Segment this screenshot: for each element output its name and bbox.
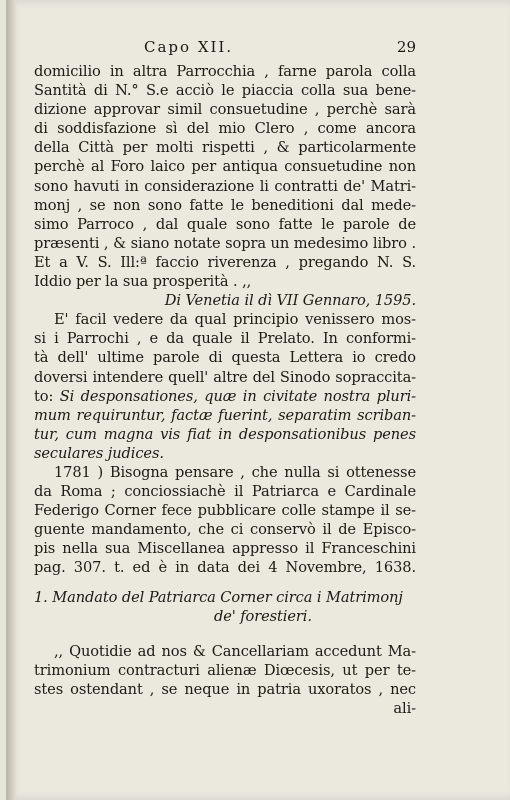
text-line: simo Parroco , dal quale sono fatte le parole de [34, 215, 416, 233]
text-fragment: to: [34, 387, 60, 405]
text-line: tà dell' ultime parole di questa Lettera io credo [34, 349, 416, 367]
text-line: sono havuti in considerazione li contratti de' Matri- [34, 177, 416, 195]
latin-quote: tur, cum magna vis fiat in desponsationibus penes [34, 425, 416, 443]
text-line: præsenti , & siano notate sopra un medesimo libro . [34, 234, 416, 252]
book-page [6, 0, 510, 800]
text-line: Iddio per la sua prosperità . ,, [34, 273, 252, 291]
paragraph-commentary [34, 310, 416, 463]
text-line: domicilio in altra Parrocchia , farne parola colla [34, 63, 416, 80]
latin-quote: mum requiruntur, factæ fuerint, separatim scriban- [34, 406, 416, 424]
text-line: pis nella sua Miscellanea appresso il Franceschini [34, 540, 416, 558]
section-heading [34, 588, 416, 626]
page-text [34, 38, 416, 718]
text-line: 1781 ) Bisogna pensare , che nulla si ottenesse [54, 463, 416, 481]
paragraph-letter [34, 62, 416, 291]
text-line: E' facil vedere da qual principio venissero mos- [54, 311, 416, 329]
latin-quote: seculares judices. [34, 444, 164, 462]
text-line: pag. 307. t. ed è in data dei 4 Novembre, 1638. [34, 559, 416, 577]
heading-line: de' forestieri. [214, 607, 312, 625]
text-line: da Roma ; conciossiachè il Patriarca e Cardinale [34, 483, 416, 501]
text-line: Santità di N.° S.e acciò le piaccia colla sua bene- [34, 82, 416, 100]
text-line: doversi intendere quell' altre del Sinodo sopraccita- [34, 368, 416, 386]
text-line [34, 387, 416, 406]
page-number: 29 [396, 38, 416, 56]
text-line: monj , se non sono fatte le beneditioni dal mede- [34, 196, 416, 214]
text-line: dizione approvar simil consuetudine , perchè sarà [34, 101, 416, 119]
text-line: di soddisfazione sì del mio Clero , come ancora [34, 120, 416, 138]
text-line: Federigo Corner fece pubblicare colle stampe il se- [34, 502, 416, 520]
latin-quote: Si desponsationes, quæ in civitate nostra pluri- [59, 387, 416, 405]
text-line: trimonium contracturi alienæ Diœcesis, ut per te- [34, 661, 416, 679]
text-line: si i Parrochi , e da quale il Prelato. In conformi- [34, 330, 416, 348]
catchword: ali- [393, 700, 416, 717]
text-line: perchè al Foro laico per antiqua consuetudine non [34, 158, 416, 176]
paragraph-latin [34, 642, 416, 718]
dateline: Di Venetia il dì VII Gennaro, 1595. [164, 292, 416, 310]
text-line: guente mandamento, che ci conservò il de Episco- [34, 521, 416, 539]
heading-line: 1. Mandato del Patriarca Corner circa i Matrimonj [34, 588, 403, 606]
text-line: Et a V. S. Ill:ª faccio riverenza , pregando N. S. [34, 253, 416, 271]
text-line: stes ostendant , se neque in patria uxoratos , nec [34, 680, 416, 698]
chapter-title: Capo XII. [144, 38, 234, 56]
running-header [34, 38, 416, 62]
paragraph-note [34, 463, 416, 578]
page-gutter [6, 0, 16, 800]
text-line: ,, Quotidie ad nos & Cancellariam accedunt Ma- [54, 642, 416, 660]
text-line: della Città per molti rispetti , & particolarmente [34, 139, 416, 157]
